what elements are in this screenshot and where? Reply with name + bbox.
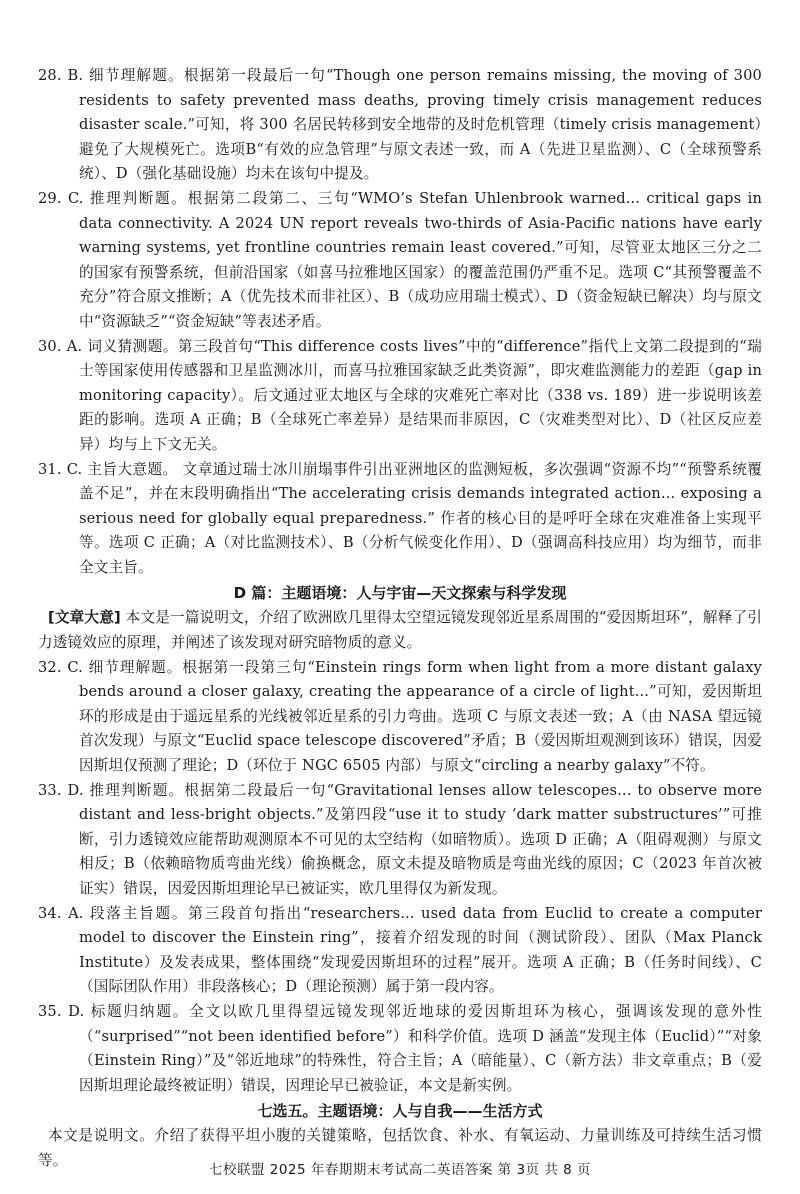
answer-item-33: 33. D. 推理判断题。根据第二段最后一句“Gravitational lenses allow telescopes... to observe more distant and less-bright objects.”及第四段“use it to study ‘dark matter substructures’”可推断，引力透镜效应能帮助观测原本不可见的太空结构（如暗物质）。选项 D 正确；A（阻碍观测）与原文相反；B（依赖暗物质弯曲光线）偷换概念，原文未提及暗物质是弯曲光线的原因；C（2023 年首次被证实）错误，因爱因斯坦理论早已被证实，欧几里得仅为新发现。: [38, 781, 762, 897]
section-d-summary: [38, 606, 762, 655]
page-footer: 七校联盟 2025 年春期期末考试高二英语答案 第 3页 共 8 页: [208, 1162, 592, 1178]
section-seven-heading: 七选五。主题语境：人与自我——生活方式: [257, 1102, 543, 1121]
section-d-heading: D 篇：主题语境：人与宇宙—天文探索与科学发现: [233, 584, 567, 603]
answer-item-35: 35. D. 标题归纳题。全文以欧几里得望远镜发现邻近地球的爱因斯坦环为核心，强调该发现的意外性（“surprised”“not been identified before”）和科学价值。选项 D 涵盖“发现主体（Euclid）”“对象（Einstein Ring）”及“邻近地球”的特殊性，符合主旨；A（暗能量）、C（新方法）非文章重点；B（爱因斯坦理论最终被证明）错误，因理论早已被验证，本文是新实例。: [38, 1002, 762, 1094]
answer-item-28: 28. B. 细节理解题。根据第一段最后一句“Though one person remains missing, the moving of 300 residents to safety prevented mass deaths, proving timely crisis management reduces disaster scale.”可知，将 300 名居民转移到安全地带的及时危机管理（timely crisis management）避免了大规模死亡。选项B“有效的应急管理”与原文表述一致，而 A（先进卫星监测）、C（全球预警系统）、D（强化基础设施）均未在该句中提及。: [38, 67, 762, 183]
summary-text: 本文是一篇说明文，介绍了欧洲欧几里得太空望远镜发现邻近星系周围的“爱因斯坦环”，解释了引力透镜效应的原理，并阐述了该发现对研究暗物质的意义。: [38, 609, 762, 652]
section-seven-intro: 本文是说明文。介绍了获得平坦小腹的关键策略，包括饮食、补水、有氧运动、力量训练及可持续生活习惯等。: [38, 1127, 762, 1169]
answer-item-32: 32. C. 细节理解题。根据第一段第三句“Einstein rings form when light from a more distant galaxy bends around a closer galaxy, creating the appearance of a circle of light...”可知，爱因斯坦环的形成是由于遥远星系的光线被邻近星系的引力弯曲。选项 C 与原文表述一致；A（由 NASA 望远镜首次发现）与原文“Euclid space telescope discovered”矛盾；B（爱因斯坦观测到该环）错误，因爱因斯坦仅预测了理论；D（环位于 NGC 6505 内部）与原文“circling a nearby galaxy”不符。: [38, 658, 762, 775]
answer-item-31: 31. C. 主旨大意题。 文章通过瑞士冰川崩塌事件引出亚洲地区的监测短板，多次强调“资源不均”“预警系统覆盖不足”，并在末段明确指出“The accelerating crisis demands integrated action... exposing a serious need for globally equal preparedness.” 作者的核心目的是呼吁全球在灾难准备上实现平等。选项 C 正确；A（对比监测技术）、B（分析气候变化作用）、D（强调高科技应用）均为细节，而非全文主旨。: [38, 460, 762, 576]
answer-item-34: 34. A. 段落主旨题。第三段首句指出“researchers... used data from Euclid to create a computer model to discover the Einstein ring”，接着介绍发现的时间（测试阶段）、团队（Max Planck Institute）及发表成果，整体围绕“发现爱因斯坦环的过程”展开。选项 A 正确；B（任务时间线）、C（国际团队作用）非段落核心；D（理论预测）属于第一段内容。: [38, 904, 762, 996]
answer-item-29: 29. C. 推理判断题。根据第二段第二、三句“WMO’s Stefan Uhlenbrook warned... critical gaps in data connectivity. A 2024 UN report reveals two-thirds of Asia-Pacific nations have early warning systems, yet frontline countries remain least covered.”可知，尽管亚太地区三分之二的国家有预警系统，但前沿国家（如喜马拉雅地区国家）的覆盖范围仍严重不足。选项 C“其预警覆盖不充分”符合原文推断；A（优先技术而非社区）、B（成功应用瑞士模式）、D（资金短缺已解决）均与原文中“资源缺乏”“资金短缺”等表述矛盾。: [38, 189, 762, 330]
answer-item-30: 30. A. 词义猜测题。第三段首句“This difference costs lives”中的“difference”指代上文第二段提到的“瑞士等国家使用传感器和卫星监测冰川，而喜马拉雅国家缺乏此类资源”，即灾难监测能力的差距（gap in monitoring capacity）。后文通过亚太地区与全球的灾难死亡率对比（338 vs. 189）进一步说明该差距的影响。选项 A 正确；B（全球死亡率差异）是结果而非原因，C（灾难类型对比）、D（社区反应差异）均与上下文无关。: [38, 337, 762, 453]
summary-tag: [文章大意]: [48, 609, 121, 627]
